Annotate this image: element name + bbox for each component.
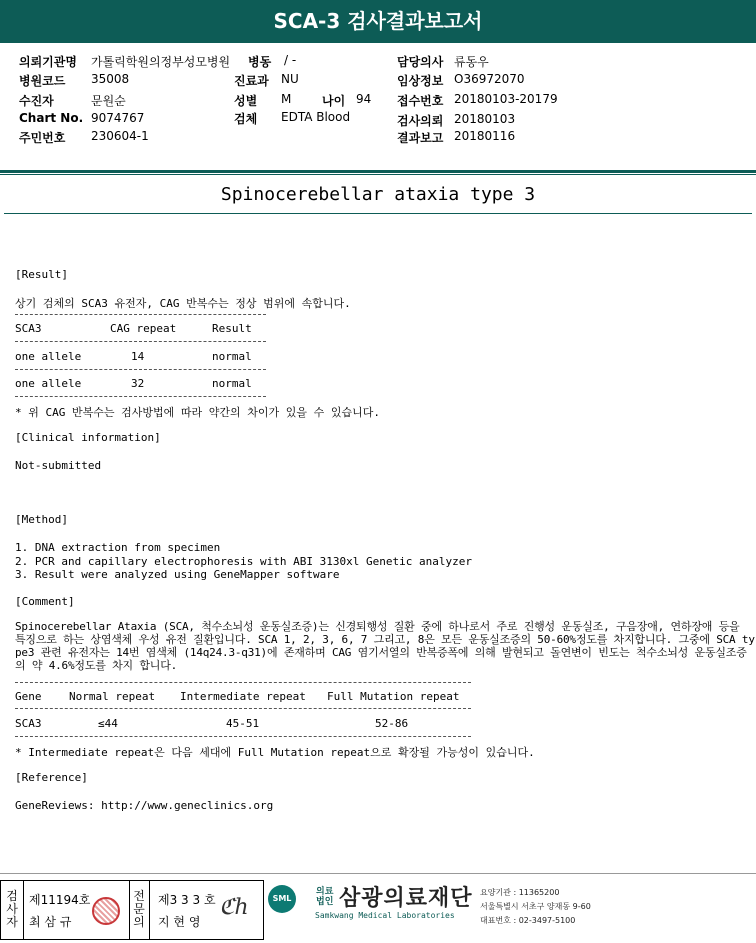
doctor-label: 전문의 xyxy=(133,889,145,929)
age-label: 나이 xyxy=(322,94,346,108)
method-step-2: 2. PCR and capillary electrophoresis with ABI 3130xl Genetic analyzer xyxy=(15,555,472,568)
comment-col-normal: Normal repeat xyxy=(69,690,156,703)
doctor-value: 류동우 xyxy=(454,55,489,69)
chart-no-label: Chart No. xyxy=(19,111,84,125)
accession-label: 접수번호 xyxy=(397,94,444,108)
comment-row-gene: SCA3 xyxy=(15,717,42,730)
result-row-1-allele: one allele xyxy=(15,350,82,363)
clinical-info-label: 임상정보 xyxy=(397,74,444,88)
divider xyxy=(15,708,471,709)
doctor-label: 담당의사 xyxy=(397,55,444,69)
ward-label: 병동 xyxy=(248,55,272,69)
comment-row-normal: ≤44 xyxy=(98,717,118,730)
institution-value: 가톨릭학원의정부성모병원 xyxy=(91,55,231,69)
request-date-value: 20180103 xyxy=(454,112,516,126)
examiner-name: 최 삼 규 xyxy=(29,915,72,929)
doctor-signature-icon: ℭℎ xyxy=(219,895,249,920)
org-name: 삼광의료재단 xyxy=(339,886,473,911)
doctor-name: 지 현 영 xyxy=(158,915,201,929)
specimen-value: EDTA Blood xyxy=(281,110,351,124)
comment-col-intermediate: Intermediate repeat xyxy=(180,690,306,703)
header-rule-thin xyxy=(0,174,756,175)
divider xyxy=(15,369,266,370)
clinical-info-value: O36972070 xyxy=(454,72,525,86)
institution-label: 의뢰기관명 xyxy=(19,55,77,69)
examiner-seal-icon xyxy=(92,897,120,925)
result-row-2-result: normal xyxy=(212,377,252,390)
ward-value: / - xyxy=(284,53,297,67)
sml-logo-icon: SML xyxy=(268,885,296,913)
result-col-result: Result xyxy=(212,322,252,335)
contact-institution-code: 요양기관 : 11365200 xyxy=(480,888,560,897)
result-col-gene: SCA3 xyxy=(15,322,42,335)
comment-col-gene: Gene xyxy=(15,690,42,703)
org-type: 의료 법인 xyxy=(316,887,334,907)
reference-heading: [Reference] xyxy=(15,771,88,784)
comment-heading: [Comment] xyxy=(15,595,75,608)
method-step-1: 1. DNA extraction from specimen xyxy=(15,541,221,554)
footer-rule xyxy=(0,873,756,874)
signature-box xyxy=(0,880,264,940)
comment-row-full: 52-86 xyxy=(375,717,409,730)
comment-note: * Intermediate repeat은 다음 세대에 Full Mutation repeat으로 확장될 가능성이 있습니다. xyxy=(15,746,535,759)
test-title: Spinocerebellar ataxia type 3 xyxy=(220,184,536,205)
title-underline xyxy=(4,213,752,214)
result-row-2-allele: one allele xyxy=(15,377,82,390)
hospital-code-label: 병원코드 xyxy=(19,74,66,88)
divider xyxy=(15,314,266,315)
patient-value: 문원순 xyxy=(91,94,126,108)
comment-col-full: Full Mutation repeat xyxy=(327,690,460,703)
signature-divider xyxy=(23,881,24,939)
divider xyxy=(15,682,471,683)
chart-no-value: 9074767 xyxy=(91,111,145,125)
report-title: SCA-3 검사결과보고서 xyxy=(0,0,756,43)
resident-no-label: 주민번호 xyxy=(19,131,66,145)
sex-label: 성별 xyxy=(234,94,258,108)
department-value: NU xyxy=(281,72,299,86)
result-row-2-repeat: 32 xyxy=(131,377,145,390)
report-header xyxy=(0,43,756,163)
result-row-1-result: normal xyxy=(212,350,252,363)
clinical-heading: [Clinical information] xyxy=(15,431,161,444)
result-col-cag: CAG repeat xyxy=(110,322,177,335)
method-heading: [Method] xyxy=(15,513,68,526)
signature-divider xyxy=(149,881,150,939)
divider xyxy=(15,341,266,342)
department-label: 진료과 xyxy=(234,74,269,88)
contact-address: 서울특별시 서초구 양재동 9-60 xyxy=(480,902,591,911)
comment-text: Spinocerebellar Ataxia (SCA, 척수소뇌성 운동실조증)는 신경퇴행성 질환 중에 하나로서 주로 진행성 운동실조, 구음장애, 연하장애 등을 특징으로 하는 상염색체 우성 유전 질환입니다. SCA 1, 2, 3, 6, 7 그리고, 8은 모든 운동실조증의 50-60%정도를 차지합니다. 그중에 SCA type3 관련 유전자는 14번 염색체 (14q24.3-q31)에 존재하며 CAG 염기서열의 반복증폭에 의해 발현되고 돌연변이 빈도는 척수소뇌성 운동실조증의 약 4.6%정도를 차지 합니다. xyxy=(15,620,755,672)
age-value: 94 xyxy=(356,92,372,106)
result-note: * 위 CAG 반복수는 검사방법에 따라 약간의 차이가 있을 수 있습니다. xyxy=(15,406,380,419)
report-date-label: 결과보고 xyxy=(397,131,444,145)
comment-row-intermediate: 45-51 xyxy=(226,717,260,730)
divider xyxy=(15,736,471,737)
reference-value: GeneReviews: http://www.geneclinics.org xyxy=(15,799,274,812)
accession-value: 20180103-20179 xyxy=(454,92,558,106)
clinical-value: Not-submitted xyxy=(15,459,102,472)
specimen-label: 검체 xyxy=(234,112,258,126)
divider xyxy=(15,396,266,397)
org-english-name: Samkwang Medical Laboratories xyxy=(315,911,455,920)
examiner-license-no: 제11194호 xyxy=(29,893,91,907)
result-heading: [Result] xyxy=(15,268,68,281)
resident-no-value: 230604-1 xyxy=(91,129,149,143)
result-row-1-repeat: 14 xyxy=(131,350,145,363)
sex-value: M xyxy=(281,92,292,106)
hospital-code-value: 35008 xyxy=(91,72,130,86)
signature-divider xyxy=(129,881,130,939)
method-step-3: 3. Result were analyzed using GeneMapper software xyxy=(15,568,340,581)
doctor-license-no: 제3 3 3 호 xyxy=(158,893,216,907)
header-rule-thick xyxy=(0,170,756,173)
result-summary: 상기 검체의 SCA3 유전자, CAG 반복수는 정상 범위에 속합니다. xyxy=(15,297,351,310)
patient-label: 수진자 xyxy=(19,94,54,108)
contact-phone: 대표번호 : 02-3497-5100 xyxy=(480,916,576,925)
examiner-label: 검사자 xyxy=(6,889,18,929)
request-date-label: 검사의뢰 xyxy=(397,114,444,128)
report-date-value: 20180116 xyxy=(454,129,516,143)
